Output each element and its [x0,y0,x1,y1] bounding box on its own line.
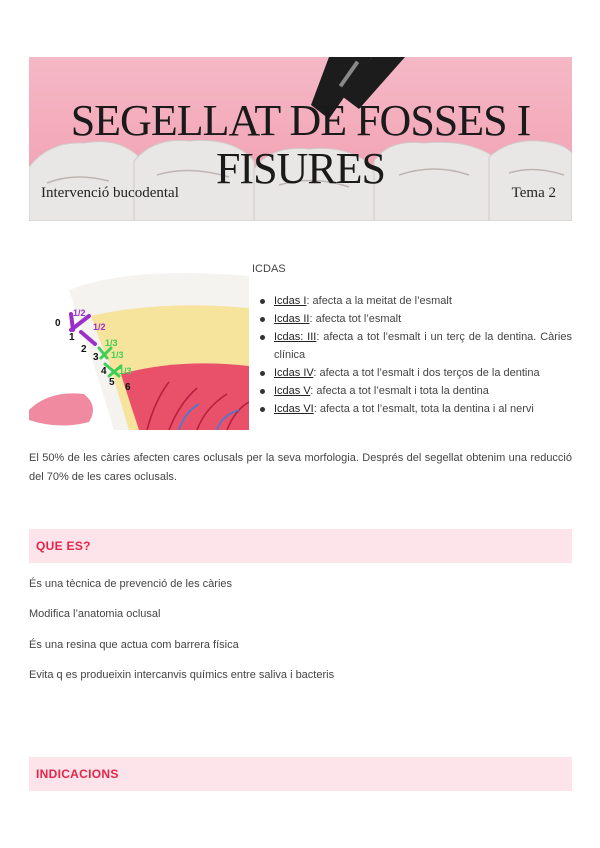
section-title: QUE ES? [36,539,91,553]
icdas-block [252,262,572,418]
list-item: Icdas IV: afecta a tot l’esmalt i dos terços de la dentina [252,364,572,382]
icdas-term: Icdas V [274,385,311,397]
list-item: Modifica l’anatomia oclusal [29,608,161,620]
label-1: 1 [69,332,75,343]
list-item: Icdas VI: afecta a tot l’esmalt, tota la dentina i al nervi [252,400,572,418]
list-item: És una tècnica de prevenció de les càries [29,578,233,590]
topic-label: Tema 2 [511,185,556,201]
pulp-shape [121,363,249,430]
icdas-term: Icdas: III [274,331,317,343]
label-1-3-b: 1/3 [111,350,124,360]
icdas-term: Icdas VI [274,403,314,415]
icdas-term: Icdas I [274,295,307,307]
gum-shape [29,393,93,425]
label-3: 3 [93,352,99,363]
icdas-tooth-diagram [29,270,249,430]
icdas-term: Icdas IV [274,367,314,379]
label-0: 0 [55,318,61,329]
list-item: Icdas: III: afecta a tot l’esmalt i un terç de la dentina. Càries clínica [252,328,572,364]
list-item: És una resina que actua com barrera física [29,639,239,651]
label-1-2-a: 1/2 [73,308,86,318]
label-5: 5 [109,377,115,388]
list-item: Icdas V: afecta a tot l’esmalt i tota la dentina [252,382,572,400]
section-header-que-es [29,529,572,563]
icdas-list [252,292,572,418]
list-item: Evita q es produeixin intercanvis químics entre saliva i bacteris [29,669,335,681]
label-4: 4 [101,366,107,377]
page-title: SEGELLAT DE FOSSES I FISURES [70,96,531,193]
icdas-term: Icdas II [274,313,310,325]
section-title: INDICACIONS [36,767,119,781]
intro-paragraph: El 50% de les càries afecten cares oclusals per la seva morfologia. Després del segellat obtenim una reducció del 70% de les cares oclusals. [29,452,572,483]
label-1-2-b: 1/2 [93,322,106,332]
page-subtitle: Intervenció bucodental [41,185,179,201]
list-item: Icdas I: afecta a la meitat de l’esmalt [252,292,572,310]
list-item: Icdas II: afecta tot l’esmalt [252,310,572,328]
label-6: 6 [125,382,131,393]
label-2: 2 [81,344,87,355]
label-1-3-c: 1/3 [119,366,132,376]
icdas-heading: ICDAS [252,263,286,275]
label-1-3-a: 1/3 [105,338,118,348]
header-banner [29,57,572,221]
section-header-indicacions [29,757,572,791]
